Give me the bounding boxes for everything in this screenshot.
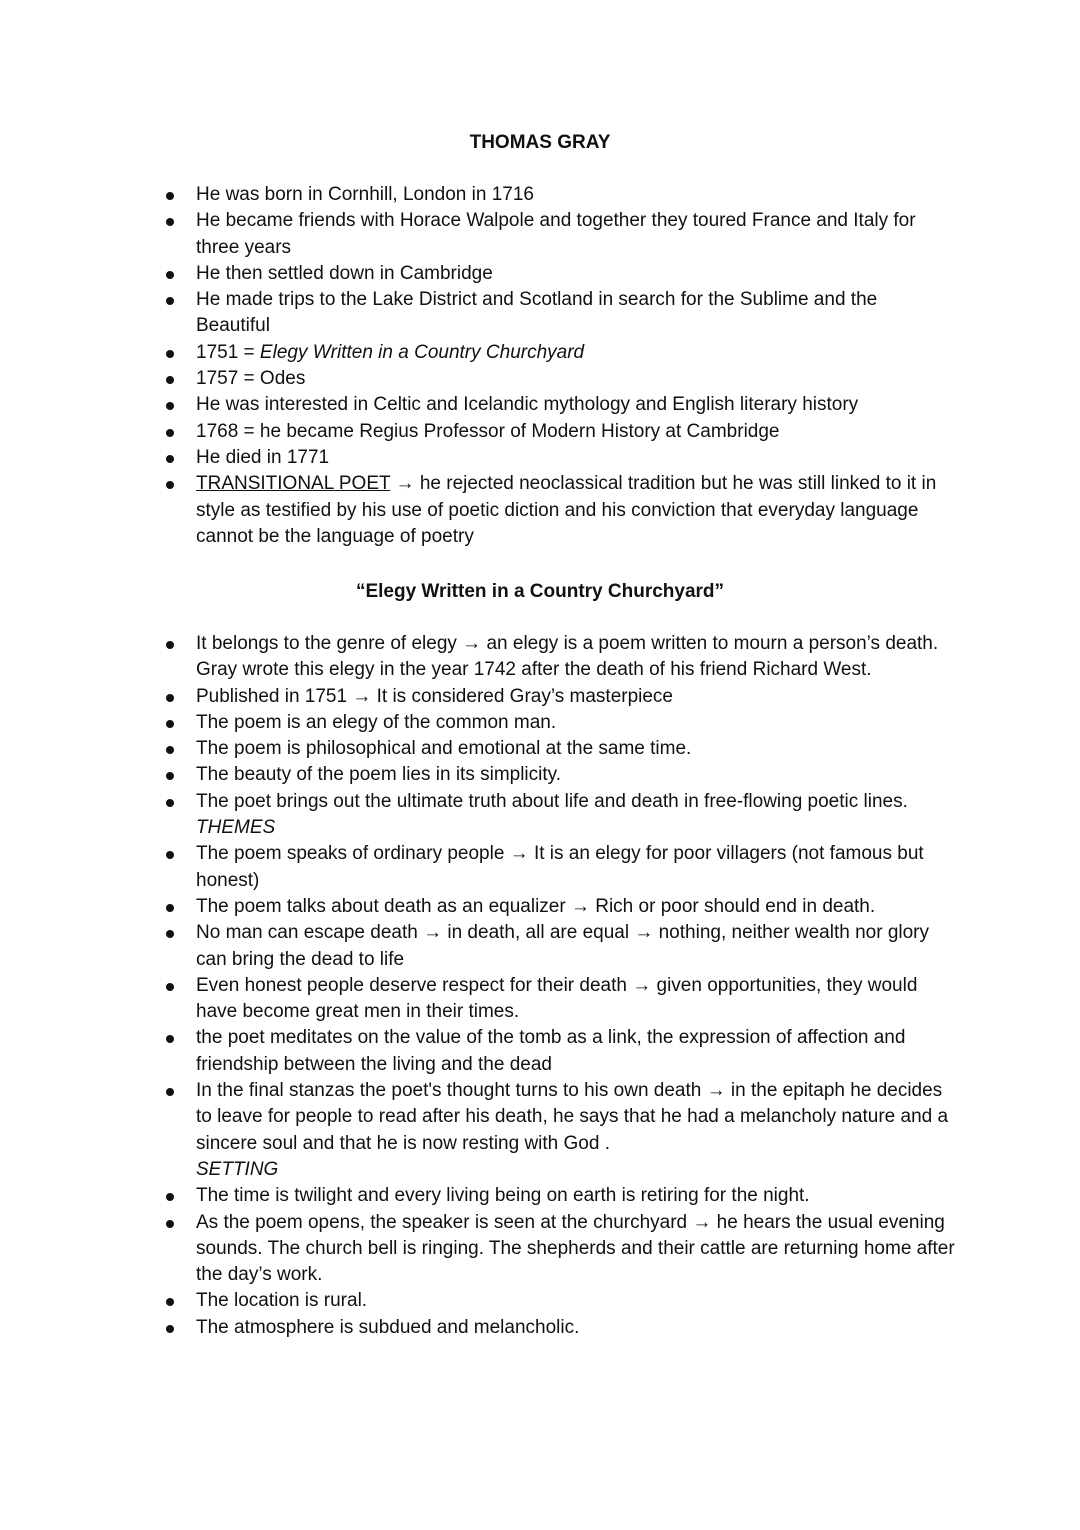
bullet-icon	[166, 1298, 174, 1306]
setting-heading: SETTING	[196, 1158, 279, 1180]
list-item: He then settled down in Cambridge	[0, 261, 956, 287]
bullet-icon	[166, 851, 174, 859]
bullet-icon	[166, 350, 174, 358]
list-item: The poem talks about death as an equalizer → Rich or poor should end in death.	[0, 894, 956, 920]
list-item: The location is rural.	[0, 1288, 956, 1314]
bullet-icon	[166, 429, 174, 437]
page-title: THOMAS GRAY	[469, 132, 611, 153]
list-item: The beauty of the poem lies in its simplicity.	[0, 762, 956, 788]
bullet-icon	[166, 297, 174, 305]
bullet-icon	[166, 218, 174, 226]
bullet-icon	[166, 481, 174, 489]
list-item: TRANSITIONAL POET → he rejected neoclassical tradition but he was still linked to it in style as testified by his use of poetic diction and his conviction that everyday language cannot be the language of poetry	[0, 471, 956, 550]
bullet-icon	[166, 192, 174, 200]
list-item: Published in 1751 → It is considered Gray’s masterpiece	[0, 684, 956, 710]
list-item: It belongs to the genre of elegy → an elegy is a poem written to mourn a person’s death. Gray wrote this elegy in the year 1742 after the death of his friend Richard West.	[0, 631, 956, 684]
list-item: He died in 1771	[0, 445, 956, 471]
list-item: 1768 = he became Regius Professor of Modern History at Cambridge	[0, 419, 956, 445]
bullet-icon	[166, 930, 174, 938]
bullet-icon	[166, 641, 174, 649]
list-item: As the poem opens, the speaker is seen at the churchyard → he hears the usual evening sounds. The church bell is ringing. The shepherds and their cattle are returning home after the day’s work.	[0, 1210, 956, 1289]
themes-heading: THEMES	[196, 817, 276, 839]
bullet-icon	[166, 1193, 174, 1201]
list-item: The poet brings out the ultimate truth about life and death in free-flowing poetic lines. THEMES	[0, 789, 956, 842]
bullet-icon	[166, 904, 174, 912]
underlined-term: TRANSITIONAL POET	[196, 473, 391, 495]
list-item: He was born in Cornhill, London in 1716	[0, 182, 956, 208]
biography-list	[0, 182, 1080, 550]
bullet-icon	[166, 1035, 174, 1043]
list-item: The time is twilight and every living being on earth is retiring for the night.	[0, 1183, 956, 1209]
bullet-icon	[166, 1325, 174, 1333]
list-item: The poem is an elegy of the common man.	[0, 710, 956, 736]
bullet-icon	[166, 376, 174, 384]
list-item: The poem is philosophical and emotional at the same time.	[0, 736, 956, 762]
work-title: Elegy Written in a Country Churchyard	[259, 341, 585, 363]
bullet-icon	[166, 746, 174, 754]
bullet-icon	[166, 799, 174, 807]
list-item: 1751 = Elegy Written in a Country Churchyard	[0, 340, 956, 366]
section-title: “Elegy Written in a Country Churchyard”	[355, 581, 725, 602]
bullet-icon	[166, 1088, 174, 1096]
list-item: Even honest people deserve respect for their death → given opportunities, they would have become great men in their times.	[0, 973, 956, 1026]
list-item: The atmosphere is subdued and melancholic.	[0, 1315, 956, 1341]
bullet-icon	[166, 271, 174, 279]
bullet-icon	[166, 983, 174, 991]
poem-notes-list	[0, 631, 1080, 1341]
list-item: In the final stanzas the poet's thought turns to his own death → in the epitaph he decides to leave for people to read after his death, he says that he had a melancholy nature and a sincere soul and that he is now resting with God . SETTING	[0, 1078, 956, 1183]
bullet-icon	[166, 694, 174, 702]
bullet-icon	[166, 455, 174, 463]
bullet-icon	[166, 402, 174, 410]
list-item: He was interested in Celtic and Icelandic mythology and English literary history	[0, 392, 956, 418]
bullet-icon	[166, 772, 174, 780]
list-item: He became friends with Horace Walpole and together they toured France and Italy for three years	[0, 208, 956, 261]
bullet-icon	[166, 1220, 174, 1228]
list-item: 1757 = Odes	[0, 366, 956, 392]
list-item: He made trips to the Lake District and Scotland in search for the Sublime and the Beautiful	[0, 287, 956, 340]
list-item: the poet meditates on the value of the tomb as a link, the expression of affection and friendship between the living and the dead	[0, 1025, 956, 1078]
list-item: The poem speaks of ordinary people → It is an elegy for poor villagers (not famous but honest)	[0, 841, 956, 894]
list-item: No man can escape death → in death, all are equal → nothing, neither wealth nor glory can bring the dead to life	[0, 920, 956, 973]
bullet-icon	[166, 720, 174, 728]
